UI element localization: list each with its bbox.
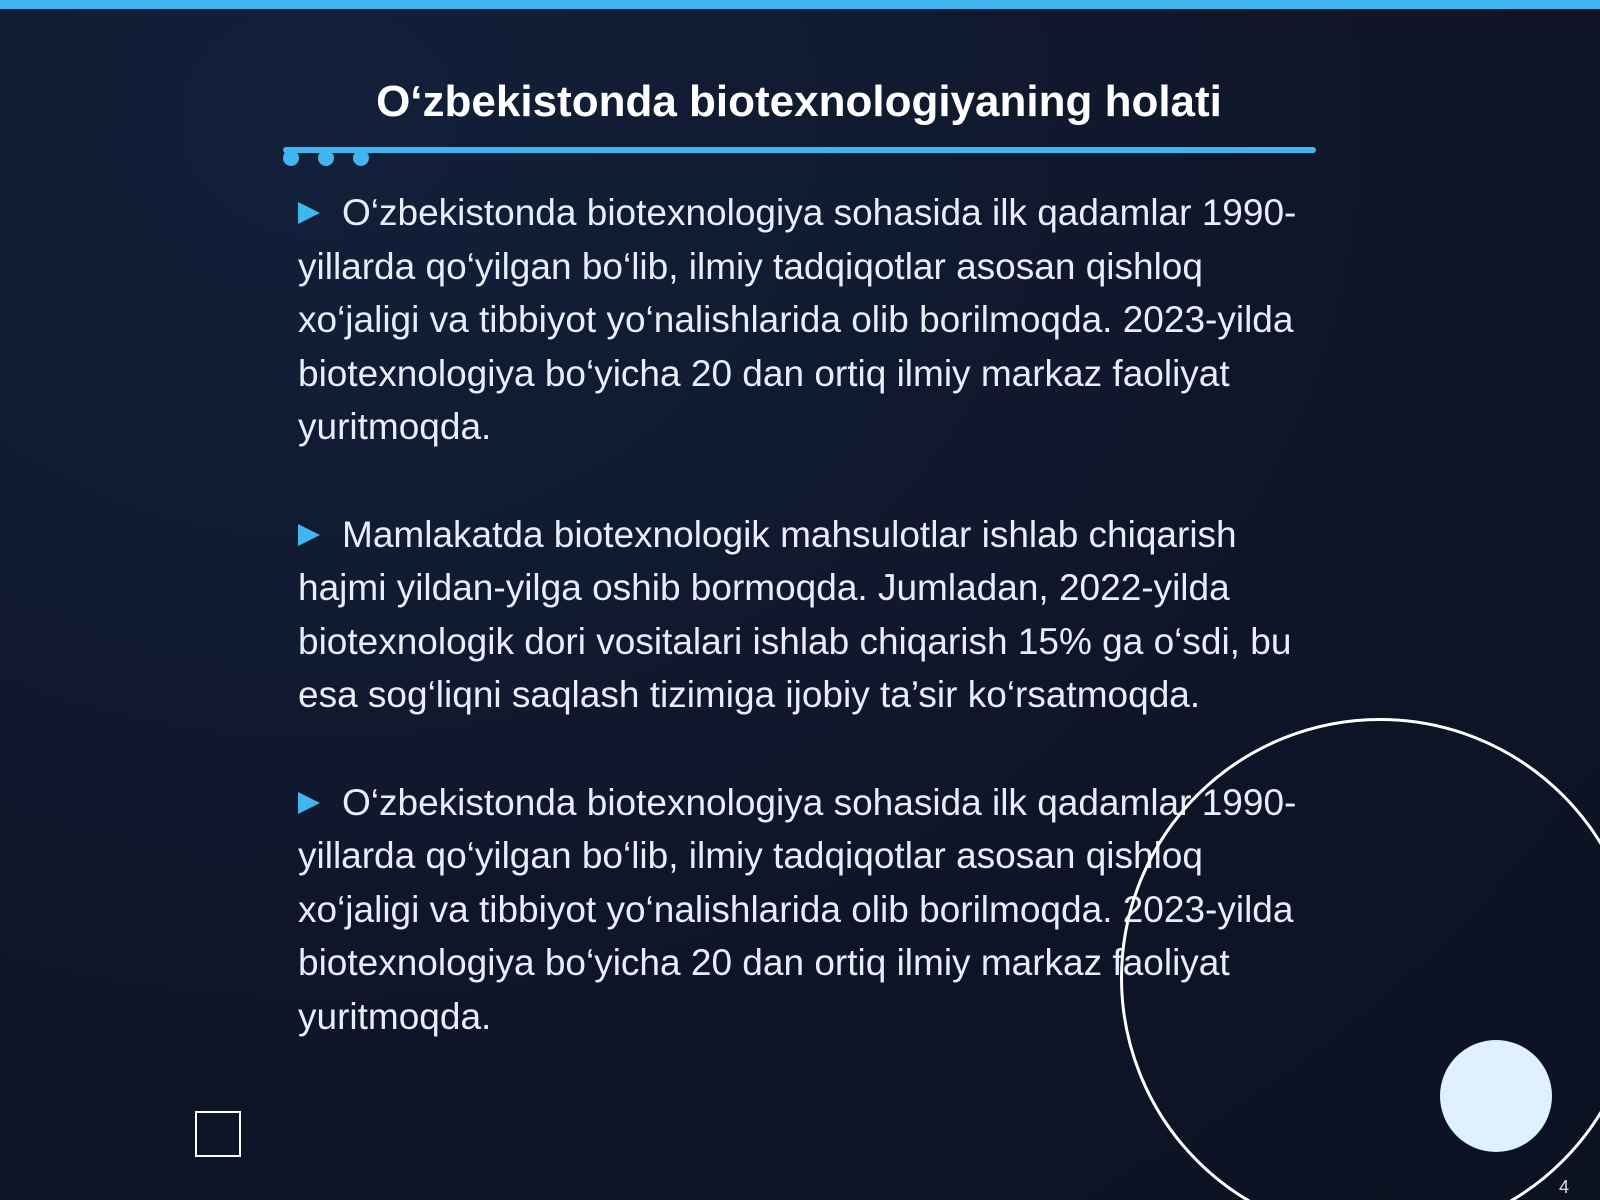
triangle-right-icon <box>298 202 320 224</box>
accent-dot-1 <box>283 150 299 166</box>
bullet-text-1: O‘zbekistonda biotexnologiya sohasida ilk qadamlar 1990-yillarda qo‘yilgan bo‘lib, ilmiy tadqiqotlar asosan qishloq xo‘jaligi va tibbiyot yo‘nalishlarida olib borilmoqda. 2023-yilda biotexnologiya bo‘yicha 20 dan ortiq ilmiy markaz faoliyat yuritmoqda. <box>298 192 1297 447</box>
page-number: 4 <box>1558 1177 1569 1197</box>
slide-title: O‘zbekistonda biotexnologiyaning holati <box>376 77 1222 126</box>
triangle-right-icon <box>298 524 320 546</box>
bullet-text-2: Mamlakatda biotexnologik mahsulotlar ishlab chiqarish hajmi yildan-yilga oshib bormoqda. Jumladan, 2022-yilda biotexnologik dori vositalari ishlab chiqarish 15% ga o‘sdi, bu esa sog‘liqni saqlash tizimiga ijobiy ta’sir ko‘rsatmoqda. <box>298 513 1292 715</box>
bullet-item-1 <box>298 186 1308 454</box>
square-outline-icon <box>195 1111 241 1157</box>
bullet-item-2 <box>298 508 1308 722</box>
bullet-text-3: O‘zbekistonda biotexnologiya sohasida ilk qadamlar 1990-yillarda qo‘yilgan bo‘lib, ilmiy tadqiqotlar asosan qishloq xo‘jaligi va tibbiyot yo‘nalishlarida olib borilmoqda. 2023-yilda biotexnologiya bo‘yicha 20 dan ortiq ilmiy markaz faoliyat yuritmoqda. <box>298 781 1297 1037</box>
top-accent-bar <box>0 0 1600 9</box>
accent-dot-2 <box>318 150 334 166</box>
title-underline <box>283 147 1316 153</box>
accent-dot-3 <box>353 150 369 166</box>
filled-circle-icon <box>1440 1040 1552 1152</box>
triangle-right-icon <box>298 792 320 814</box>
